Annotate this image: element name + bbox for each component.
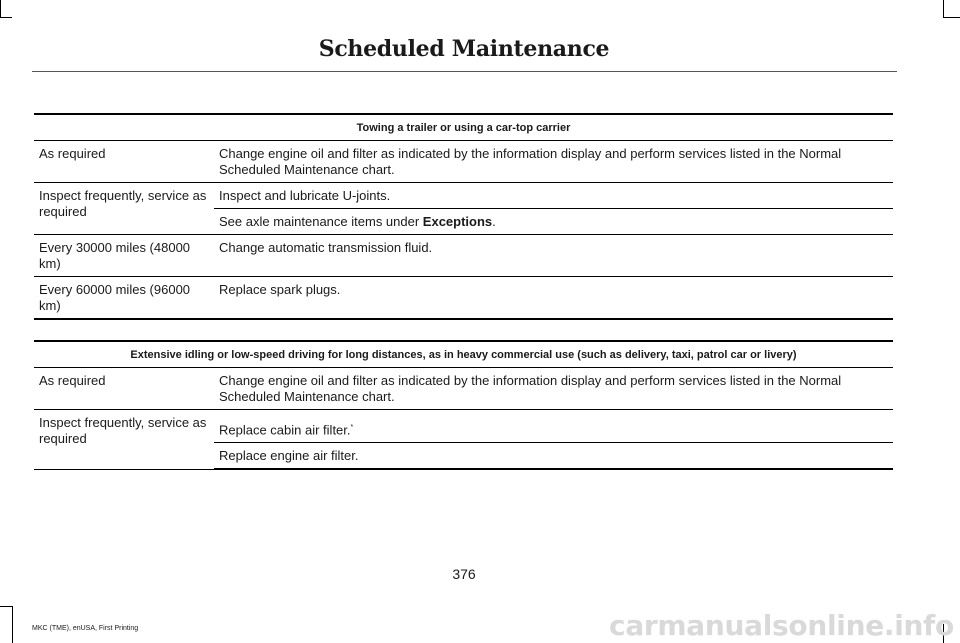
- footnote-mark: *: [350, 424, 354, 431]
- exceptions-reference: Exceptions: [422, 214, 493, 229]
- page-number: 376: [452, 566, 476, 582]
- watermark: carmanualsonline.info: [609, 609, 954, 642]
- action-cell: Change engine oil and filter as indicated by the information display and perform services listed in the Normal Scheduled Maintenance chart.: [214, 368, 893, 410]
- table-row: [34, 235, 893, 277]
- table-heading: Towing a trailer or using a car-top carrier: [34, 114, 893, 141]
- action-cell: Change automatic transmission fluid.: [214, 235, 893, 277]
- crop-mark: [0, 0, 1, 18]
- crop-mark: [943, 17, 960, 18]
- idling-maintenance-table: [34, 340, 893, 470]
- table-row: [34, 277, 893, 320]
- page-title: Scheduled Maintenance: [318, 36, 610, 62]
- interval-cell: Inspect frequently, service as required: [34, 410, 214, 470]
- crop-mark: [0, 17, 12, 18]
- interval-cell: As required: [34, 141, 214, 183]
- crop-mark: [12, 606, 13, 643]
- table-row: [34, 368, 893, 410]
- towing-maintenance-table: [34, 113, 893, 320]
- table-row: [34, 183, 893, 209]
- action-cell: Replace engine air filter.: [214, 443, 893, 470]
- crop-mark: [0, 606, 12, 607]
- action-cell: Change engine oil and filter as indicated by the information display and perform services listed in the Normal Scheduled Maintenance chart.: [214, 141, 893, 183]
- cabin-filter-text: Replace cabin air filter.: [219, 422, 351, 438]
- table-row: [34, 141, 893, 183]
- reference-text: See axle maintenance items under: [219, 214, 423, 229]
- action-cell: Inspect and lubricate U-joints.: [214, 183, 893, 209]
- interval-cell: Inspect frequently, service as required: [34, 183, 214, 235]
- action-cell: [214, 209, 893, 235]
- action-cell: Replace spark plugs.: [214, 277, 893, 320]
- action-cell: [214, 410, 893, 443]
- interval-cell: Every 30000 miles (48000 km): [34, 235, 214, 277]
- crop-mark: [943, 0, 944, 18]
- interval-cell: Every 60000 miles (96000 km): [34, 277, 214, 320]
- interval-cell: As required: [34, 368, 214, 410]
- edition-note: MKC (TME), enUSA, First Printing: [32, 625, 139, 632]
- reference-suffix: .: [492, 214, 496, 229]
- title-divider: [32, 71, 897, 72]
- table-heading: Extensive idling or low-speed driving for long distances, as in heavy commercial use (such as delivery, taxi, patrol car or livery): [34, 341, 893, 368]
- table-row: [34, 410, 893, 443]
- table-header-row: [34, 341, 893, 368]
- table-header-row: [34, 114, 893, 141]
